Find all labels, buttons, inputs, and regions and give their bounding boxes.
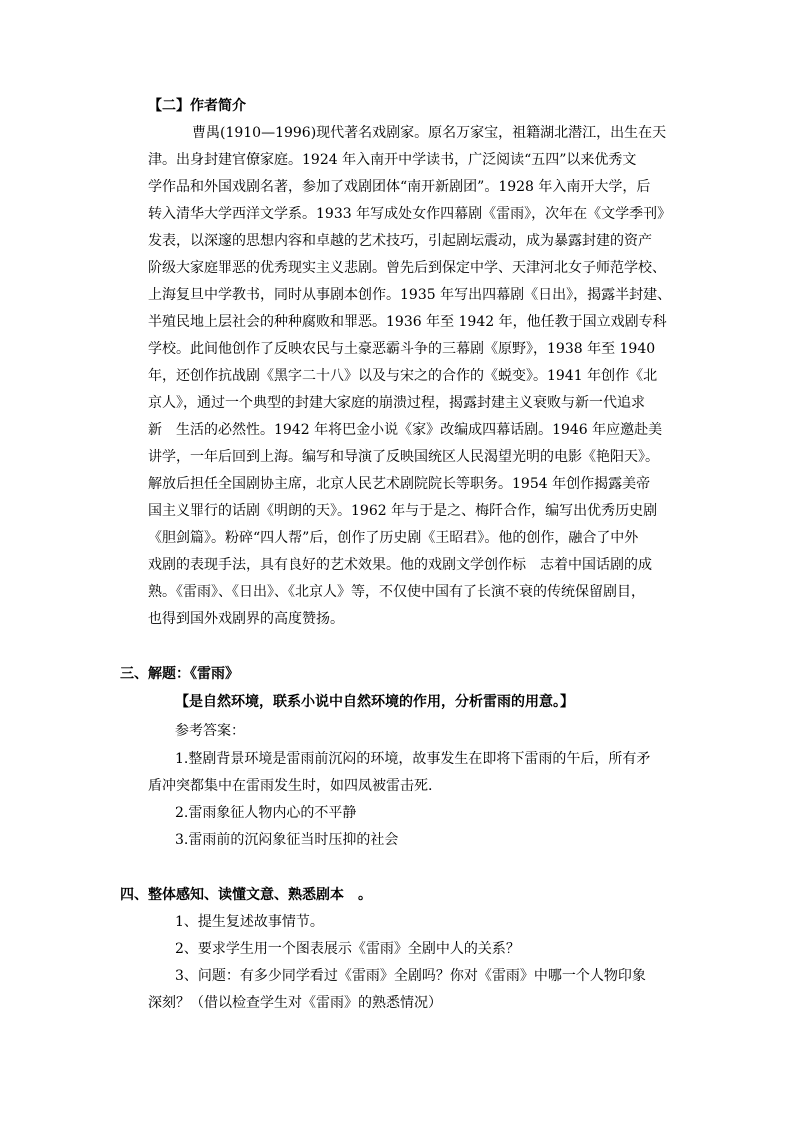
section3-heading: 三、解题：《雷雨》 [120, 666, 239, 682]
section4-heading: 四、整体感知、读懂文意、熟悉剧本 。 [120, 887, 372, 903]
paragraph-line: 讲学，一年后回到上海。编写和导演了反映国统区人民渴望光明的电影《艳阳天》。 [148, 449, 659, 465]
paragraph-line: 阶级大家庭罪恶的优秀现实主义悲剧。曾先后到保定中学、天津河北女子师范学校、 [148, 260, 666, 276]
paragraph-line: 转入清华大学西洋文学系。1933 年写成处女作四幕剧《雷雨》，次年在《文学季刊》 [148, 206, 672, 222]
task-item: 3、问题：有多少同学看过《雷雨》全剧吗？你对《雷雨》中哪一个人物印象 [175, 968, 646, 984]
paragraph-line: 曹禺(1910—1996)现代著名戏剧家。原名万家宝，祖籍湖北潜江，出生在天 [192, 125, 667, 141]
paragraph-line: 熟。《雷雨》、《日出》、《北京人》等，不仅使中国有了长演不衰的传统保留剧目， [148, 584, 645, 600]
paragraph-line: 也得到国外戏剧界的高度赞扬。 [148, 611, 344, 627]
paragraph-line: 戏剧的表现手法，具有良好的艺术效果。他的戏剧文学创作标 志着中国话剧的成 [148, 557, 652, 573]
answer-line: 3.雷雨前的沉闷象征当时压抑的社会 [175, 832, 399, 848]
task-item: 深刻？（借以检查学生对《雷雨》的熟悉情况） [148, 995, 442, 1011]
answer-line: 2.雷雨象征人物内心的不平静 [175, 805, 357, 821]
paragraph-line: 解放后担任全国剧协主席，北京人民艺术剧院院长等职务。1954 年创作揭露美帝 [148, 476, 651, 492]
task-item: 2、要求学生用一个图表展示《雷雨》全剧中人的关系？ [175, 941, 520, 957]
answer-line: 盾冲突都集中在雷雨发生时，如四凤被雷击死. [148, 778, 433, 794]
paragraph-line: 发表，以深邃的思想内容和卓越的艺术技巧，引起剧坛震动，成为暴露封建的资产 [148, 233, 652, 249]
paragraph-line: 京人》，通过一个典型的封建大家庭的崩溃过程，揭露封建主义衰败与新一代追求 [148, 395, 645, 411]
paragraph-line: 上海复旦中学教书，同时从事剧本创作。1935 年写出四幕剧《日出》，揭露半封建、 [148, 287, 672, 303]
paragraph-line: 津。出身封建官僚家庭。1924 年入南开中学读书，广泛阅读“五四”以来优秀文 [148, 152, 637, 168]
answer-label: 参考答案： [175, 723, 245, 739]
paragraph-line: 学作品和外国戏剧名著，参加了戏剧团体“南开新剧团”。1928 年入南开大学，后 [148, 179, 651, 195]
task-item: 1、提生复述故事情节。 [175, 914, 324, 930]
section2-heading: 【二】作者简介 [148, 98, 246, 114]
paragraph-line: 新 生活的必然性。1942 年将巴金小说《家》改编成四幕话剧。1946 年应邀赴美 [148, 422, 663, 438]
paragraph-line: 半殖民地上层社会的种种腐败和罪恶。1936 年至 1942 年，他任教于国立戏剧专科 [148, 314, 667, 330]
answer-line: 1.整剧背景环境是雷雨前沉闷的环境，故事发生在即将下雷雨的午后，所有矛 [175, 751, 651, 767]
section3-question: 【是自然环境，联系小说中自然环境的作用，分析雷雨的用意。】 [175, 694, 574, 710]
paragraph-line: 年，还创作抗战剧《黑字二十八》以及与宋之的合作的《蜕变》。1941 年创作《北 [148, 368, 658, 384]
paragraph-line: 学校。此间他创作了反映农民与土豪恶霸斗争的三幕剧《原野》，1938 年至 1940 [148, 341, 656, 357]
paragraph-line: 国主义罪行的话剧《明朗的天》。1962 年与于是之、梅阡合作，编写出优秀历史剧 [148, 503, 658, 519]
paragraph-line: 《胆剑篇》。粉碎“四人帮”后，创作了历史剧《王昭君》。他的创作，融合了中外 [148, 530, 639, 546]
